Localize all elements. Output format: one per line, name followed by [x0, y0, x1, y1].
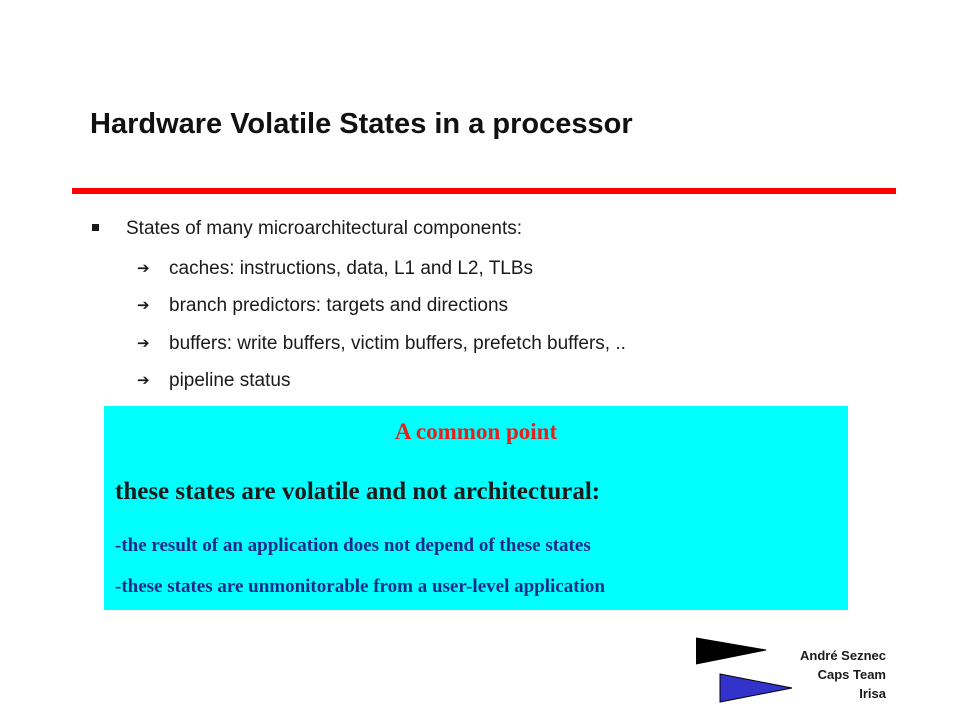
sub-bullet-text: buffers: write buffers, victim buffers, prefetch buffers, ..	[169, 333, 626, 354]
footer-org: Irisa	[859, 686, 886, 701]
sub-bullet-item	[137, 333, 626, 355]
arrow-right-icon: ➔	[137, 260, 150, 277]
footer-credits	[800, 646, 886, 703]
sub-bullet-item	[137, 370, 290, 392]
sub-bullet-text: caches: instructions, data, L1 and L2, TLBs	[169, 258, 534, 279]
square-bullet-icon	[92, 224, 99, 231]
arrow-right-icon: ➔	[137, 297, 150, 314]
main-bullet	[92, 218, 522, 240]
footer-team: Caps Team	[817, 667, 886, 682]
callout-line: -these states are unmonitorable from a user-level application	[115, 576, 605, 597]
sub-bullet-item	[137, 295, 508, 317]
title-divider	[72, 188, 896, 194]
arrow-right-icon: ➔	[137, 335, 150, 352]
caps-logo-icon	[696, 636, 800, 706]
callout-heading: A common point	[394, 419, 558, 444]
sub-bullet-text: pipeline status	[169, 370, 291, 391]
footer-author: André Seznec	[800, 648, 886, 663]
arrow-right-icon: ➔	[137, 372, 150, 389]
slide-title: Hardware Volatile States in a processor	[90, 108, 633, 140]
callout-main-text: these states are volatile and not architectural:	[115, 478, 601, 505]
sub-bullet-text: branch predictors: targets and directions	[169, 295, 509, 316]
sub-bullet-item	[137, 258, 533, 280]
main-bullet-text: States of many microarchitectural components:	[126, 218, 523, 239]
callout-box	[104, 406, 848, 610]
callout-line: -the result of an application does not depend of these states	[115, 535, 591, 556]
